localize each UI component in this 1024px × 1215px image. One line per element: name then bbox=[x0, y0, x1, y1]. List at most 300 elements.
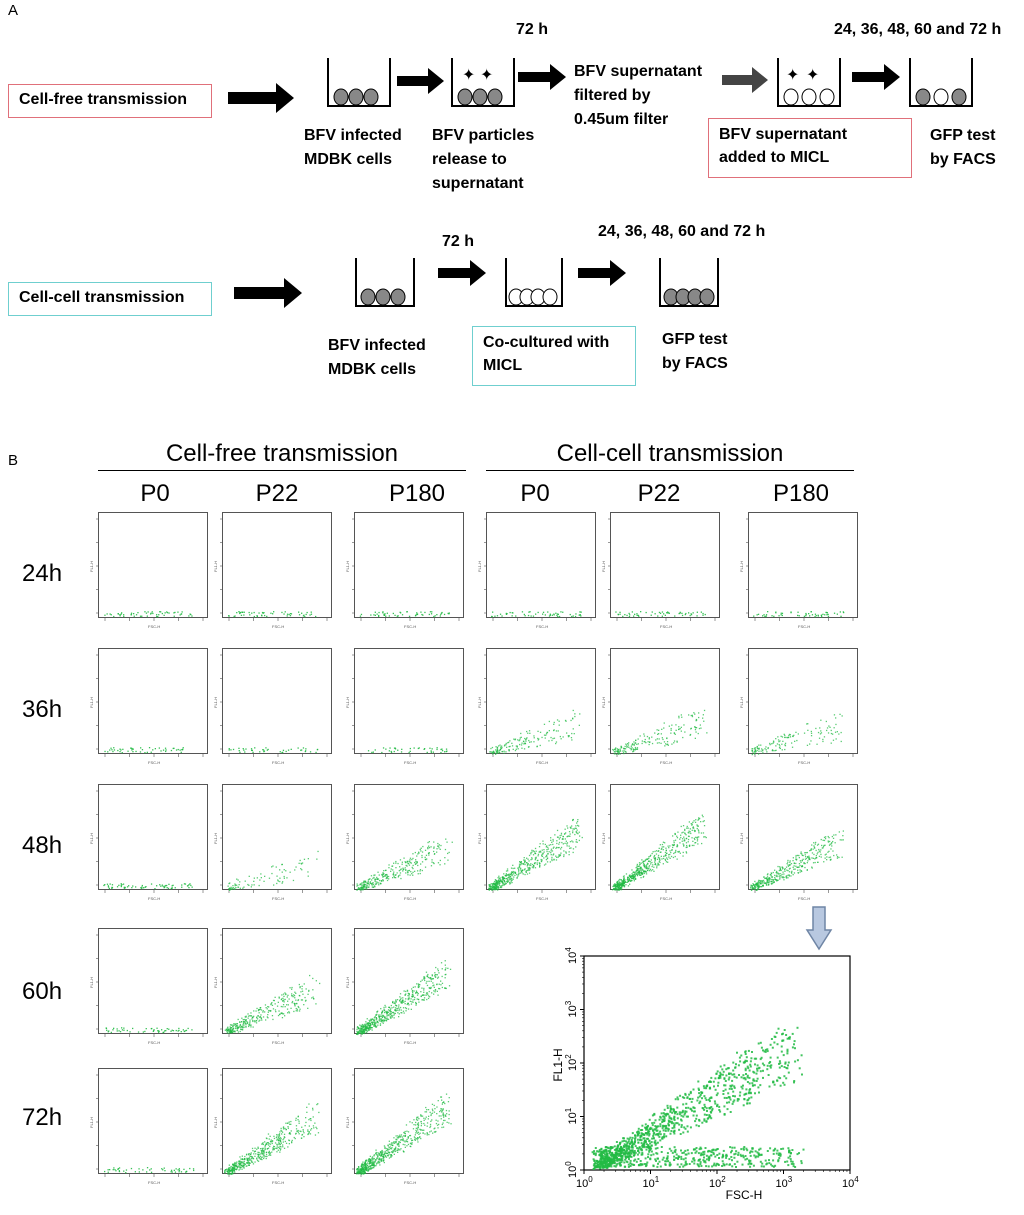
event-dot bbox=[542, 614, 543, 615]
x-axis-label: FSC-H bbox=[272, 760, 284, 765]
event-dot bbox=[434, 1131, 435, 1132]
event-dot bbox=[280, 1146, 281, 1147]
event-dot bbox=[559, 721, 560, 722]
event-dot bbox=[564, 833, 565, 834]
event-dot bbox=[126, 1169, 127, 1170]
event-dot bbox=[285, 1123, 286, 1124]
event-dot bbox=[751, 890, 752, 891]
event-dot bbox=[296, 1010, 297, 1011]
event-dot bbox=[147, 752, 148, 753]
event-dot bbox=[676, 836, 677, 837]
event-dot bbox=[524, 738, 525, 739]
event-dot bbox=[386, 1153, 387, 1154]
event-dot bbox=[362, 885, 363, 886]
event-dot bbox=[274, 1000, 275, 1001]
event-dot bbox=[375, 1025, 376, 1026]
event-dot bbox=[701, 843, 702, 844]
event-dot bbox=[113, 747, 114, 748]
passage-label: P22 bbox=[614, 480, 704, 508]
event-dot bbox=[579, 725, 580, 726]
event-dot bbox=[499, 877, 500, 878]
event-dot bbox=[295, 993, 296, 994]
event-dot bbox=[836, 738, 837, 739]
event-dot bbox=[377, 1152, 378, 1153]
event-dot bbox=[559, 616, 560, 617]
event-dot bbox=[286, 1004, 287, 1005]
event-dot bbox=[142, 1169, 143, 1170]
event-dot bbox=[442, 968, 443, 969]
event-dot bbox=[829, 857, 830, 858]
event-dot bbox=[666, 612, 667, 613]
event-dot bbox=[571, 737, 572, 738]
event-dot bbox=[280, 1138, 281, 1139]
event-dot bbox=[569, 831, 570, 832]
x-axis-label: FSC-H bbox=[660, 624, 672, 629]
event-dot bbox=[410, 1146, 411, 1147]
event-dot bbox=[303, 1004, 304, 1005]
event-dot bbox=[758, 881, 759, 882]
event-dot bbox=[436, 984, 437, 985]
event-dot bbox=[113, 616, 114, 617]
event-dot bbox=[302, 994, 303, 995]
event-dot bbox=[560, 835, 561, 836]
event-dot bbox=[799, 865, 800, 866]
event-dot bbox=[437, 995, 438, 996]
event-dot bbox=[421, 988, 422, 989]
event-dot bbox=[416, 612, 417, 613]
event-dot bbox=[394, 1014, 395, 1015]
event-dot bbox=[659, 742, 660, 743]
event-dot bbox=[251, 1158, 252, 1159]
event-dot bbox=[373, 1020, 374, 1021]
event-dot bbox=[160, 886, 161, 887]
passage-label: P22 bbox=[232, 480, 322, 508]
event-dot bbox=[305, 1122, 306, 1123]
event-dot bbox=[241, 615, 242, 616]
event-dot bbox=[365, 1165, 366, 1166]
event-dot bbox=[422, 1116, 423, 1117]
step3-box: BFV supernatant added to MICL bbox=[708, 118, 912, 178]
event-dot bbox=[411, 1009, 412, 1010]
event-dot bbox=[429, 748, 430, 749]
event-dot bbox=[414, 871, 415, 872]
event-dot bbox=[362, 1164, 363, 1165]
event-dot bbox=[641, 859, 642, 860]
event-dot bbox=[246, 1162, 247, 1163]
event-dot bbox=[520, 872, 521, 873]
event-dot bbox=[137, 612, 138, 613]
event-dot bbox=[582, 837, 583, 838]
event-dot bbox=[648, 741, 649, 742]
event-dot bbox=[297, 1010, 298, 1011]
event-dot bbox=[371, 1027, 372, 1028]
event-dot bbox=[666, 737, 667, 738]
y-axis-label: FL1-H bbox=[213, 561, 218, 572]
event-dot bbox=[799, 857, 800, 858]
event-dot bbox=[249, 1021, 250, 1022]
event-dot bbox=[117, 886, 118, 887]
event-dot bbox=[652, 611, 653, 612]
event-dot bbox=[405, 869, 406, 870]
event-dot bbox=[438, 847, 439, 848]
event-dot bbox=[657, 734, 658, 735]
event-dot bbox=[165, 749, 166, 750]
event-dot bbox=[565, 838, 566, 839]
event-dot bbox=[356, 1033, 357, 1034]
event-dot bbox=[663, 849, 664, 850]
event-dot bbox=[378, 612, 379, 613]
event-dot bbox=[389, 1010, 390, 1011]
event-dot bbox=[689, 845, 690, 846]
event-dot bbox=[387, 1145, 388, 1146]
event-dot bbox=[757, 614, 758, 615]
event-dot bbox=[509, 750, 510, 751]
event-dot bbox=[621, 886, 622, 887]
event-dot bbox=[359, 1025, 360, 1026]
event-dot bbox=[697, 612, 698, 613]
event-dot bbox=[623, 879, 624, 880]
event-dot bbox=[635, 740, 636, 741]
event-dot bbox=[394, 748, 395, 749]
event-dot bbox=[435, 615, 436, 616]
event-dot bbox=[811, 735, 812, 736]
event-dot bbox=[294, 995, 295, 996]
event-dot bbox=[417, 1120, 418, 1121]
event-dot bbox=[428, 1109, 429, 1110]
event-dot bbox=[159, 1031, 160, 1032]
event-dot bbox=[290, 1008, 291, 1009]
event-dot bbox=[400, 1012, 401, 1013]
event-dot bbox=[417, 1141, 418, 1142]
event-dot bbox=[387, 1018, 388, 1019]
event-dot bbox=[246, 1021, 247, 1022]
event-dot bbox=[270, 1144, 271, 1145]
event-dot bbox=[430, 977, 431, 978]
event-dot bbox=[652, 743, 653, 744]
event-dot bbox=[660, 743, 661, 744]
event-dot bbox=[176, 749, 177, 750]
event-dot bbox=[673, 840, 674, 841]
event-dot bbox=[533, 854, 534, 855]
event-dot bbox=[765, 746, 766, 747]
event-dot bbox=[283, 1004, 284, 1005]
event-dot bbox=[838, 857, 839, 858]
event-dot bbox=[692, 845, 693, 846]
event-dot bbox=[813, 858, 814, 859]
event-dot bbox=[661, 848, 662, 849]
event-dot bbox=[545, 844, 546, 845]
event-dot bbox=[235, 885, 236, 886]
event-dot bbox=[820, 854, 821, 855]
event-dot bbox=[117, 750, 118, 751]
event-dot bbox=[814, 858, 815, 859]
event-dot bbox=[706, 732, 707, 733]
event-dot bbox=[282, 1017, 283, 1018]
event-dot bbox=[672, 847, 673, 848]
event-dot bbox=[143, 1031, 144, 1032]
event-dot bbox=[418, 983, 419, 984]
event-dot bbox=[843, 611, 844, 612]
event-dot bbox=[427, 1134, 428, 1135]
event-dot bbox=[234, 1165, 235, 1166]
event-dot bbox=[641, 863, 642, 864]
event-dot bbox=[239, 1026, 240, 1027]
event-dot bbox=[268, 1144, 269, 1145]
event-dot bbox=[788, 737, 789, 738]
event-dot bbox=[649, 738, 650, 739]
event-dot bbox=[162, 885, 163, 886]
event-dot bbox=[156, 614, 157, 615]
event-dot bbox=[495, 888, 496, 889]
event-dot bbox=[825, 838, 826, 839]
event-dot bbox=[256, 1008, 257, 1009]
event-dot bbox=[415, 1132, 416, 1133]
event-dot bbox=[416, 1128, 417, 1129]
event-dot bbox=[657, 729, 658, 730]
event-dot bbox=[551, 849, 552, 850]
event-dot bbox=[668, 745, 669, 746]
event-dot bbox=[245, 881, 246, 882]
event-dot bbox=[506, 614, 507, 615]
event-dot bbox=[683, 724, 684, 725]
event-dot bbox=[556, 857, 557, 858]
event-dot bbox=[782, 872, 783, 873]
event-dot bbox=[507, 868, 508, 869]
event-dot bbox=[278, 1002, 279, 1003]
event-dot bbox=[438, 972, 439, 973]
event-dot bbox=[698, 836, 699, 837]
event-dot bbox=[272, 1143, 273, 1144]
event-dot bbox=[807, 852, 808, 853]
event-dot bbox=[262, 1149, 263, 1150]
event-dot bbox=[629, 884, 630, 885]
event-dot bbox=[383, 1021, 384, 1022]
event-dot bbox=[754, 881, 755, 882]
event-dot bbox=[357, 883, 358, 884]
event-dot bbox=[259, 751, 260, 752]
event-dot bbox=[227, 1032, 228, 1033]
event-dot bbox=[674, 615, 675, 616]
event-dot bbox=[252, 1020, 253, 1021]
event-dot bbox=[495, 749, 496, 750]
event-dot bbox=[686, 851, 687, 852]
event-dot bbox=[429, 1127, 430, 1128]
event-dot bbox=[437, 974, 438, 975]
event-dot bbox=[820, 730, 821, 731]
event-dot bbox=[263, 1158, 264, 1159]
event-dot bbox=[681, 714, 682, 715]
event-dot bbox=[526, 738, 527, 739]
event-dot bbox=[647, 736, 648, 737]
event-dot bbox=[627, 882, 628, 883]
event-dot bbox=[259, 1012, 260, 1013]
event-dot bbox=[416, 855, 417, 856]
event-dot bbox=[423, 992, 424, 993]
event-dot bbox=[435, 967, 436, 968]
event-dot bbox=[616, 882, 617, 883]
event-dot bbox=[663, 842, 664, 843]
event-dot bbox=[613, 888, 614, 889]
well-icon bbox=[778, 58, 840, 106]
event-dot bbox=[549, 851, 550, 852]
x-axis-label: FSC-H bbox=[536, 896, 548, 901]
event-dot bbox=[277, 1006, 278, 1007]
event-dot bbox=[127, 1030, 128, 1031]
event-dot bbox=[518, 748, 519, 749]
event-dot bbox=[435, 991, 436, 992]
event-dot bbox=[762, 885, 763, 886]
event-dot bbox=[826, 614, 827, 615]
event-dot bbox=[408, 1131, 409, 1132]
event-dot bbox=[277, 1146, 278, 1147]
event-dot bbox=[446, 988, 447, 989]
event-dot bbox=[370, 1156, 371, 1157]
event-dot bbox=[544, 851, 545, 852]
event-dot bbox=[307, 1134, 308, 1135]
event-dot bbox=[229, 1171, 230, 1172]
event-dot bbox=[306, 1112, 307, 1113]
event-dot bbox=[579, 611, 580, 612]
event-dot bbox=[395, 1142, 396, 1143]
event-dot bbox=[629, 613, 630, 614]
event-dot bbox=[808, 856, 809, 857]
event-dot bbox=[689, 821, 690, 822]
event-dot bbox=[697, 843, 698, 844]
event-dot bbox=[264, 1146, 265, 1147]
event-dot bbox=[278, 880, 279, 881]
event-dot bbox=[400, 612, 401, 613]
event-dot bbox=[278, 1150, 279, 1151]
event-dot bbox=[227, 1169, 228, 1170]
event-dot bbox=[243, 1019, 244, 1020]
event-dot bbox=[259, 879, 260, 880]
event-dot bbox=[631, 873, 632, 874]
event-dot bbox=[799, 863, 800, 864]
event-dot bbox=[403, 858, 404, 859]
event-dot bbox=[557, 830, 558, 831]
event-dot bbox=[633, 744, 634, 745]
event-dot bbox=[632, 874, 633, 875]
event-dot bbox=[264, 1141, 265, 1142]
event-dot bbox=[238, 1031, 239, 1032]
event-dot bbox=[795, 869, 796, 870]
event-dot bbox=[406, 1131, 407, 1132]
event-dot bbox=[616, 754, 617, 755]
event-dot bbox=[401, 751, 402, 752]
event-dot bbox=[697, 820, 698, 821]
event-dot bbox=[244, 612, 245, 613]
event-dot bbox=[174, 612, 175, 613]
event-dot bbox=[759, 748, 760, 749]
event-dot bbox=[239, 1022, 240, 1023]
event-dot bbox=[295, 1000, 296, 1001]
event-dot bbox=[422, 994, 423, 995]
event-dot bbox=[566, 841, 567, 842]
event-dot bbox=[449, 1097, 450, 1098]
event-dot bbox=[670, 858, 671, 859]
facs-scatter-plot bbox=[222, 928, 332, 1034]
event-dot bbox=[754, 753, 755, 754]
event-dot bbox=[268, 1148, 269, 1149]
event-dot bbox=[361, 1026, 362, 1027]
event-dot bbox=[528, 747, 529, 748]
event-dot bbox=[445, 967, 446, 968]
event-dot bbox=[423, 1130, 424, 1131]
event-dot bbox=[625, 881, 626, 882]
event-dot bbox=[112, 1029, 113, 1030]
event-dot bbox=[780, 875, 781, 876]
event-dot bbox=[541, 855, 542, 856]
event-dot bbox=[702, 815, 703, 816]
event-dot bbox=[163, 886, 164, 887]
event-dot bbox=[273, 1136, 274, 1137]
event-dot bbox=[684, 839, 685, 840]
event-dot bbox=[165, 748, 166, 749]
event-dot bbox=[398, 1143, 399, 1144]
event-dot bbox=[386, 1020, 387, 1021]
event-dot bbox=[620, 751, 621, 752]
event-dot bbox=[436, 848, 437, 849]
event-dot bbox=[617, 884, 618, 885]
event-dot bbox=[506, 747, 507, 748]
event-dot bbox=[661, 856, 662, 857]
event-dot bbox=[782, 615, 783, 616]
event-dot bbox=[757, 750, 758, 751]
event-dot bbox=[653, 871, 654, 872]
event-dot bbox=[397, 1012, 398, 1013]
event-dot bbox=[398, 1145, 399, 1146]
event-dot bbox=[577, 833, 578, 834]
event-dot bbox=[393, 613, 394, 614]
event-dot bbox=[833, 838, 834, 839]
event-dot bbox=[509, 883, 510, 884]
event-dot bbox=[433, 848, 434, 849]
event-dot bbox=[768, 747, 769, 748]
event-dot bbox=[375, 879, 376, 880]
event-dot bbox=[172, 885, 173, 886]
event-dot bbox=[270, 613, 271, 614]
event-dot bbox=[408, 863, 409, 864]
event-dot bbox=[823, 847, 824, 848]
arrow-icon bbox=[518, 64, 566, 90]
event-dot bbox=[416, 1138, 417, 1139]
event-dot bbox=[408, 1136, 409, 1137]
event-dot bbox=[790, 612, 791, 613]
event-dot bbox=[659, 848, 660, 849]
event-dot bbox=[706, 837, 707, 838]
event-dot bbox=[286, 1143, 287, 1144]
event-dot bbox=[307, 1008, 308, 1009]
event-dot bbox=[750, 887, 751, 888]
event-dot bbox=[430, 611, 431, 612]
event-dot bbox=[181, 1031, 182, 1032]
event-dot bbox=[382, 1150, 383, 1151]
event-dot bbox=[311, 1128, 312, 1129]
event-dot bbox=[770, 744, 771, 745]
event-dot bbox=[283, 994, 284, 995]
event-dot bbox=[303, 615, 304, 616]
event-dot bbox=[757, 748, 758, 749]
x-axis-label: FSC-H bbox=[148, 896, 160, 901]
event-dot bbox=[110, 613, 111, 614]
event-dot bbox=[424, 1133, 425, 1134]
event-dot bbox=[273, 611, 274, 612]
event-dot bbox=[112, 884, 113, 885]
event-dot bbox=[390, 1144, 391, 1145]
event-dot bbox=[392, 1145, 393, 1146]
event-dot bbox=[762, 615, 763, 616]
event-dot bbox=[781, 736, 782, 737]
